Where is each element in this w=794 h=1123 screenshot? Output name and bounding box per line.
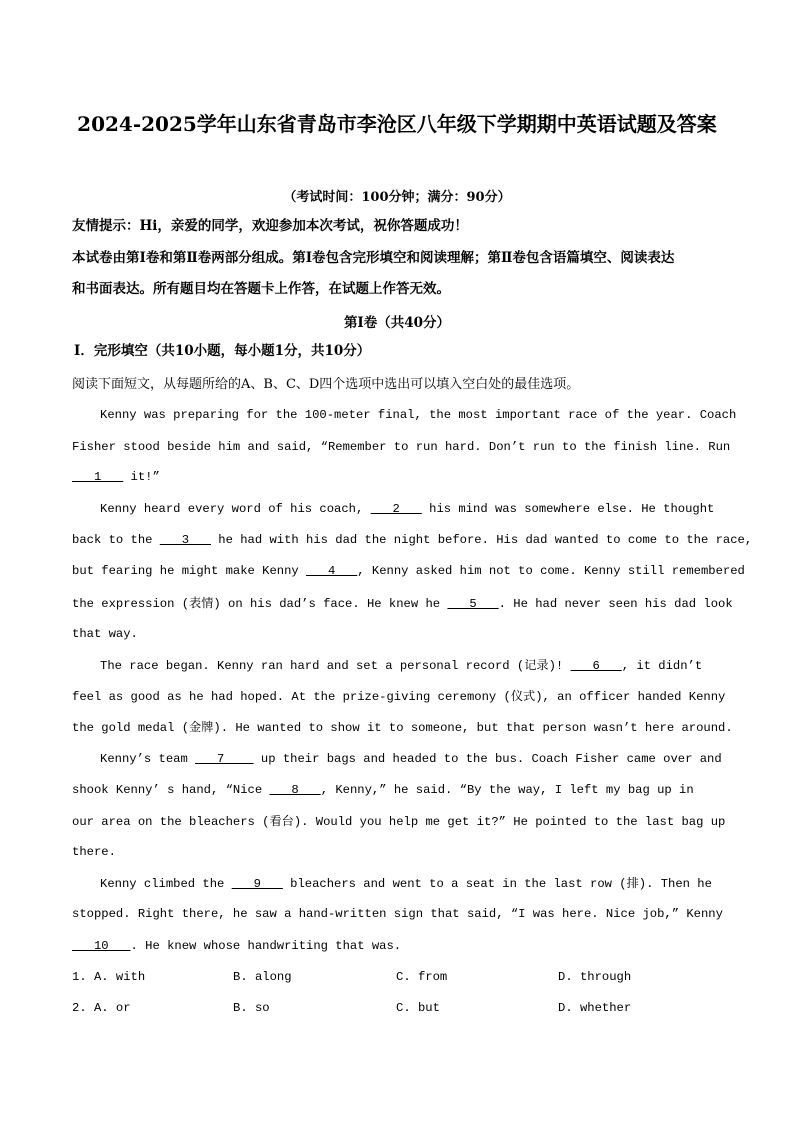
part-title: Ⅰ．完形填空（共10小题，每小题1分，共10分）	[74, 343, 371, 359]
passage-line: Fisher stood beside him and said, “Remember to run hard. Don’t run to the finish line. Run	[72, 440, 731, 454]
passage-text: up their bags and headed to the bus. Coach Fisher came over and	[253, 752, 722, 766]
passage-text: bleachers and went to a seat in the last row (排). Then he	[282, 877, 712, 891]
passage-text: . He knew whose handwriting that was.	[130, 939, 402, 953]
notice-line-1: 本试卷由第Ⅰ卷和第Ⅱ卷两部分组成。第Ⅰ卷包含完形填空和阅读理解；第Ⅱ卷包含语篇填空、阅读表达	[72, 250, 675, 266]
option-a: 1. A. with	[72, 970, 146, 984]
blank-6: 6	[570, 659, 622, 673]
passage-line	[72, 783, 724, 797]
passage-text: the expression (表情) on his dad’s face. He knew he	[72, 597, 448, 611]
blank-2: 2	[370, 502, 422, 516]
passage-line: our area on the bleachers (看台). Would you help me get it?” He pointed to the last bag up	[72, 815, 726, 829]
page-title: 2024-2025学年山东省青岛市李沧区八年级下学期期中英语试题及答案	[77, 112, 717, 136]
notice-line-2: 和书面表达。所有题目均在答题卡上作答，在试题上作答无效。	[72, 281, 450, 297]
passage-text: shook Kenny’ s hand, “Nice	[72, 783, 270, 797]
blank-9: 9	[231, 877, 283, 891]
passage-line	[100, 752, 724, 766]
passage-text: , Kenny,” he said. “By the way, I left my bag up in	[320, 783, 694, 797]
passage-text: but fearing he might make Kenny	[72, 564, 307, 578]
passage-line	[72, 470, 724, 484]
exam-info: （考试时间：100分钟；满分：90分）	[283, 190, 511, 205]
passage-line	[100, 502, 724, 516]
passage-line	[72, 939, 724, 953]
passage-text: , it didn’t	[621, 659, 703, 673]
blank-3: 3	[159, 533, 211, 547]
passage-line	[72, 564, 745, 578]
volume-title: 第Ⅰ卷（共40分）	[343, 315, 451, 331]
passage-text: back to the	[72, 533, 160, 547]
passage-line: Kenny was preparing for the 100-meter final, the most important race of the year. Coach	[100, 408, 737, 422]
passage-text: Kenny heard every word of his coach,	[100, 502, 371, 516]
passage-line	[100, 874, 724, 891]
passage-line	[72, 594, 733, 611]
passage-text: Kenny climbed the	[100, 877, 232, 891]
passage-text: , Kenny asked him not to come. Kenny still remembered	[357, 564, 745, 578]
option-c: C. but	[396, 1001, 440, 1015]
passage-text: it!”	[123, 470, 160, 484]
option-d: D. whether	[558, 1001, 632, 1015]
passage-line	[100, 656, 724, 673]
notice-greeting: 友情提示：Hi，亲爱的同学，欢迎参加本次考试，祝你答题成功！	[72, 218, 468, 234]
passage-text: . He had never seen his dad look	[498, 597, 733, 611]
instruction: 阅读下面短文，从每题所给的A、B、C、D四个选项中选出可以填入空白处的最佳选项。	[72, 377, 580, 392]
blank-7: 7	[195, 752, 254, 766]
passage-text: he had with his dad the night before. His dad wanted to come to the race,	[210, 533, 753, 547]
blank-10: 10	[72, 939, 131, 953]
passage-line: that way.	[72, 627, 138, 641]
passage-line: feel as good as he had hoped. At the prize-giving ceremony (仪式), an officer handed Kenny	[72, 690, 726, 704]
option-a: 2. A. or	[72, 1001, 131, 1015]
blank-8: 8	[269, 783, 321, 797]
option-c: C. from	[396, 970, 448, 984]
option-b: B. so	[233, 1001, 270, 1015]
passage-text: Kenny’s team	[100, 752, 196, 766]
blank-5: 5	[447, 597, 499, 611]
passage-text: The race began. Kenny ran hard and set a personal record (记录)!	[100, 659, 571, 673]
passage-line: stopped. Right there, he saw a hand-written sign that said, “I was here. Nice job,” Kenny	[72, 907, 723, 921]
passage-text: his mind was somewhere else. He thought	[421, 502, 715, 516]
passage-line: the gold medal (金牌). He wanted to show it to someone, but that person wasn’t here around.	[72, 721, 733, 735]
passage-line: there.	[72, 845, 116, 859]
option-d: D. through	[558, 970, 632, 984]
option-b: B. along	[233, 970, 292, 984]
blank-4: 4	[306, 564, 358, 578]
blank-1: 1	[72, 470, 124, 484]
passage-line	[72, 533, 753, 547]
